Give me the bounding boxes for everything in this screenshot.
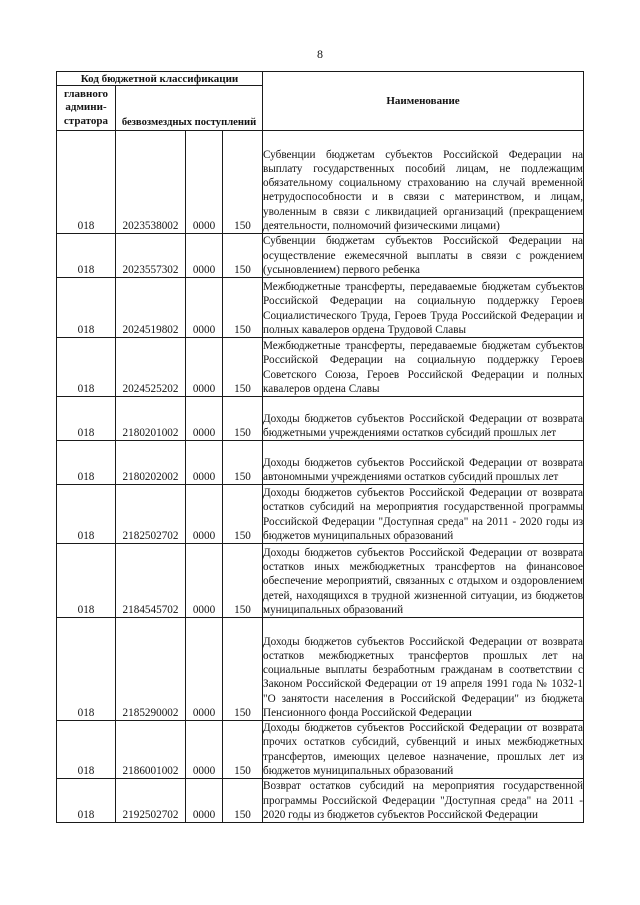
table-row xyxy=(57,278,584,338)
income-code-cell: 2180201002 xyxy=(116,397,186,441)
name-line: кавалеров ордена Славы xyxy=(263,382,380,395)
income-code-cell: 2180202002 xyxy=(116,441,186,485)
table-row xyxy=(57,234,584,278)
table-row xyxy=(57,441,584,485)
name-line: обязательному социальному страхованию на случай временной xyxy=(263,177,583,190)
name-line: остатков субсидий на мероприятия государственной программы xyxy=(263,501,583,514)
program-code-cell: 0000 xyxy=(186,397,223,441)
name-line: Законом Российской Федерации от 19 апреля 1991 года № 1032-1 xyxy=(263,678,583,691)
admin-code-cell: 018 xyxy=(57,278,116,338)
name-cell xyxy=(263,618,584,721)
name-line: (усыновлением) первого ребенка xyxy=(263,263,420,276)
name-cell xyxy=(263,278,584,338)
name-line: 2020 годы из бюджетов субъектов Российской Федерации xyxy=(263,808,538,821)
name-line: Доходы бюджетов субъектов Российской Федерации от возврата xyxy=(263,722,583,735)
admin-code-cell: 018 xyxy=(57,485,116,544)
name-line: прочих остатков субсидий, субвенций и иных межбюджетных xyxy=(263,736,583,749)
class-code-cell: 150 xyxy=(223,544,263,618)
program-code-cell: 0000 xyxy=(186,131,223,234)
name-line: детей, находящихся в трудной жизненной ситуации, из бюджетов xyxy=(263,589,583,602)
name-line: Доходы бюджетов субъектов Российской Федерации от возврата xyxy=(263,487,583,500)
table-row xyxy=(57,779,584,823)
program-code-cell: 0000 xyxy=(186,779,223,823)
name-cell xyxy=(263,338,584,397)
name-line: бюджетов муниципальных образований xyxy=(263,529,454,542)
code-group-header: Код бюджетной классификации xyxy=(57,72,263,86)
name-cell xyxy=(263,721,584,779)
name-line: Российской Федерации "Доступная среда" на 2011 - 2020 годы из xyxy=(263,515,583,528)
admin-code-cell: 018 xyxy=(57,234,116,278)
name-cell xyxy=(263,397,584,441)
name-line: "О занятости населения в Российской Федерации" из бюджета xyxy=(263,692,583,705)
table-row xyxy=(57,397,584,441)
name-line: Доходы бюджетов субъектов Российской Федерации от возврата xyxy=(263,635,583,648)
table-row xyxy=(57,618,584,721)
name-line: программы Российской Федерации "Доступная среда" на 2011 - xyxy=(263,794,583,807)
income-code-cell: 2024519802 xyxy=(116,278,186,338)
name-cell xyxy=(263,485,584,544)
income-code-cell: 2186001002 xyxy=(116,721,186,779)
income-code-cell: 2192502702 xyxy=(116,779,186,823)
income-code-cell: 2184545702 xyxy=(116,544,186,618)
name-line: полных кавалеров ордена Трудовой Славы xyxy=(263,323,467,336)
name-line: Межбюджетные трансферты, передаваемые бюджетам субъектов xyxy=(263,281,583,294)
table-row xyxy=(57,544,584,618)
page-number: 8 xyxy=(317,47,323,61)
class-code-cell: 150 xyxy=(223,131,263,234)
class-code-cell: 150 xyxy=(223,485,263,544)
header-row-top xyxy=(57,72,584,86)
program-code-cell: 0000 xyxy=(186,485,223,544)
name-cell xyxy=(263,234,584,278)
program-code-cell: 0000 xyxy=(186,618,223,721)
income-code-cell: 2024525202 xyxy=(116,338,186,397)
class-code-cell: 150 xyxy=(223,234,263,278)
budget-classification-table xyxy=(56,71,584,823)
name-line: Доходы бюджетов субъектов Российской Федерации от возврата xyxy=(263,412,583,425)
income-code-cell: 2182502702 xyxy=(116,485,186,544)
name-line: нетрудоспособности и в связи с материнством, и лицам, xyxy=(263,191,583,204)
name-line: остатков межбюджетных трансфертов прошлых лет на xyxy=(263,649,583,662)
name-line: остатков иных межбюджетных трансфертов на финансовое xyxy=(263,561,583,574)
class-code-cell: 150 xyxy=(223,721,263,779)
table-row xyxy=(57,131,584,234)
class-code-cell: 150 xyxy=(223,779,263,823)
program-code-cell: 0000 xyxy=(186,544,223,618)
admin-code-cell: 018 xyxy=(57,397,116,441)
admin-code-cell: 018 xyxy=(57,618,116,721)
income-code-cell: 2185290002 xyxy=(116,618,186,721)
income-code-cell: 2023557302 xyxy=(116,234,186,278)
admin-code-cell: 018 xyxy=(57,131,116,234)
name-line: обеспечение мероприятий, связанных с отдыхом и оздоровлением xyxy=(263,575,583,588)
program-code-cell: 0000 xyxy=(186,234,223,278)
receipts-header xyxy=(116,86,263,131)
admin-header xyxy=(57,86,116,131)
table-row xyxy=(57,338,584,397)
class-code-cell: 150 xyxy=(223,441,263,485)
name-line: социальные выплаты безработным гражданам в соответствии с xyxy=(263,664,583,677)
admin-code-cell: 018 xyxy=(57,441,116,485)
name-line: бюджетов муниципальных образований xyxy=(263,764,454,777)
admin-code-cell: 018 xyxy=(57,779,116,823)
admin-code-cell: 018 xyxy=(57,338,116,397)
name-line: автономными учреждениями остатков субсидий прошлых лет xyxy=(263,470,559,483)
program-code-cell: 0000 xyxy=(186,721,223,779)
program-code-cell: 0000 xyxy=(186,278,223,338)
name-cell xyxy=(263,779,584,823)
class-code-cell: 150 xyxy=(223,278,263,338)
name-line: Социалистического Труда, Героев Труда Российской Федерации и xyxy=(263,309,583,322)
program-code-cell: 0000 xyxy=(186,441,223,485)
name-line: осуществление ежемесячной выплаты в связи с рождением xyxy=(263,249,583,262)
name-line: Возврат остатков субсидий на мероприятия государственной xyxy=(263,780,583,793)
class-code-cell: 150 xyxy=(223,338,263,397)
program-code-cell: 0000 xyxy=(186,338,223,397)
name-line: Пенсионного фонда Российской Федерации xyxy=(263,706,472,719)
receipts-header-label: безвозмездных поступлений xyxy=(121,117,257,128)
table-row xyxy=(57,721,584,779)
name-cell xyxy=(263,441,584,485)
name-line: Российской Федерации на социальную поддержку Героев xyxy=(263,295,583,308)
class-code-cell: 150 xyxy=(223,397,263,441)
name-cell xyxy=(263,131,584,234)
name-line: Российской Федерации на социальную поддержку Героев xyxy=(263,354,583,367)
table-row xyxy=(57,485,584,544)
name-line: деятельности, полномочий физическими лицами) xyxy=(263,219,500,232)
admin-header-line: админи- xyxy=(65,101,107,114)
admin-code-cell: 018 xyxy=(57,721,116,779)
income-code-cell: 2023538002 xyxy=(116,131,186,234)
name-line: Субвенции бюджетам субъектов Российской Федерации на xyxy=(263,148,583,161)
name-line: бюджетными учреждениями остатков субсидий прошлых лет xyxy=(263,426,557,439)
name-cell xyxy=(263,544,584,618)
name-line: Советского Союза, Героев Российской Федерации и полных xyxy=(263,368,583,381)
class-code-cell: 150 xyxy=(223,618,263,721)
name-line: муниципальных образований xyxy=(263,603,404,616)
name-line: Межбюджетные трансферты, передаваемые бюджетам субъектов xyxy=(263,340,583,353)
name-line: выплату государственных пособий лицам, не подлежащим xyxy=(263,162,583,175)
admin-code-cell: 018 xyxy=(57,544,116,618)
admin-header-line: главного xyxy=(63,87,109,100)
name-line: трансфертов, имеющих целевое назначение, прошлых лет из xyxy=(263,750,583,763)
name-line: Субвенции бюджетам субъектов Российской Федерации на xyxy=(263,235,583,248)
admin-header-line: стратора xyxy=(63,114,109,127)
name-line: Доходы бюджетов субъектов Российской Федерации от возврата xyxy=(263,546,583,559)
name-line: Доходы бюджетов субъектов Российской Федерации от возврата xyxy=(263,456,583,469)
name-header: Наименование xyxy=(263,72,584,131)
name-line: уволенным в связи с ликвидацией организаций (прекращением xyxy=(263,205,583,218)
